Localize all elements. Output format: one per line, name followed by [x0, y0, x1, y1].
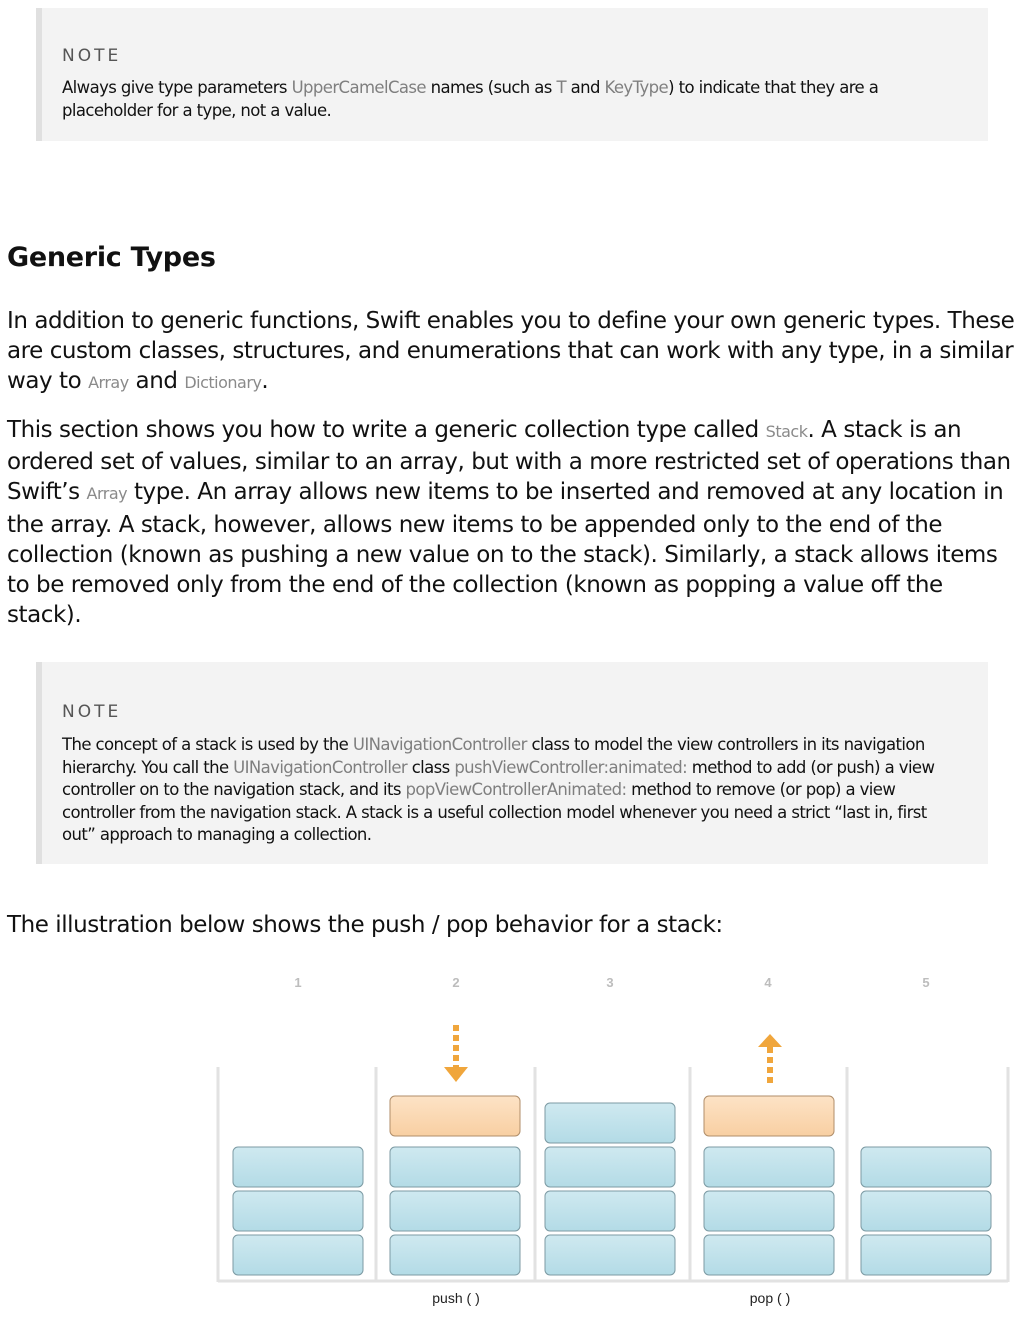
paragraph-generic-types: In addition to generic functions, Swift enables you to define your own generic types. These are custom classes, structures, and enumerations that can work with any type, in a similar way to Array and Dictionary.: [7, 308, 1015, 395]
stack-push-pop-illustration: [0, 955, 1024, 1325]
code-key-type: KeyType: [604, 78, 669, 97]
stack-item: [861, 1191, 991, 1231]
note-label: NOTE: [62, 46, 122, 66]
note-box: [36, 662, 988, 864]
step-number: 1: [294, 975, 302, 990]
code-array: Array: [88, 373, 129, 393]
step-number: 3: [606, 975, 614, 990]
stack-item: [861, 1235, 991, 1275]
code-ui-navigation-controller: UINavigationController: [233, 757, 408, 777]
stack-item: [233, 1235, 363, 1275]
stack-item: [545, 1147, 675, 1187]
note-text: The concept of a stack is used by the UINavigationController class to model the view controllers in its navigation hierarchy. You call the UINavigationController class pushViewController:animated: method to add (or push) a view controller on to the navigation stack, and its popViewControllerAnimated: method to remove (or pop) a view controller from the navigation stack. A stack is a useful collection model whenever you need a strict “last in, first out” approach to managing a collection.: [62, 735, 935, 845]
stack-item: [861, 1147, 991, 1187]
step-number: 5: [922, 975, 930, 990]
push-label: push ( ): [432, 1290, 480, 1306]
pop-label: pop ( ): [749, 1290, 791, 1306]
stack-item: [545, 1103, 675, 1143]
step-number: 2: [452, 975, 460, 990]
step-number: 4: [764, 975, 772, 990]
stack-item: [390, 1147, 520, 1187]
stack-item: [704, 1191, 834, 1231]
stack-item: [233, 1147, 363, 1187]
code-ui-navigation-controller: UINavigationController: [352, 735, 527, 754]
code-t: T: [556, 78, 566, 97]
paragraph-stack-description: This section shows you how to write a generic collection type called Stack. A stack is an ordered set of values, similar to an array, but with a more restricted set of operations than Swift’s Array type. An array allows new items to be inserted and removed at any location in the array. A stack, however, allows new items to be appended only to the end of the collection (known as pushing a new value on to the stack). Similarly, a stack allows items to be removed only from the end of the collection (known as popping a value off the stack).: [7, 417, 1011, 629]
pushed-item: [390, 1096, 520, 1136]
code-array: Array: [86, 484, 128, 504]
code-push-view-controller: pushViewController:animated:: [454, 757, 688, 777]
code-dictionary: Dictionary: [184, 373, 262, 393]
stack-item: [233, 1191, 363, 1231]
note-label: NOTE: [62, 702, 122, 722]
push-arrow-icon: [444, 1067, 468, 1082]
stack-item: [390, 1191, 520, 1231]
code-stack: Stack: [765, 422, 808, 441]
paragraph-illustration-intro: The illustration below shows the push / pop behavior for a stack:: [7, 912, 723, 938]
section-title: Generic Types: [7, 242, 216, 273]
note-box: [36, 8, 988, 141]
stack-item: [390, 1235, 520, 1275]
stack-item: [545, 1191, 675, 1231]
pop-arrow-icon: [758, 1034, 782, 1047]
stack-item: [704, 1235, 834, 1275]
code-pop-view-controller: popViewControllerAnimated:: [405, 780, 627, 800]
stack-item: [704, 1147, 834, 1187]
popped-item: [704, 1096, 834, 1136]
code-upper-camel-case: UpperCamelCase: [291, 78, 426, 97]
note-text: Always give type parameters UpperCamelCase names (such as T and KeyType) to indicate that they are a placeholder for a type, not a value.: [62, 78, 879, 120]
stack-item: [545, 1235, 675, 1275]
